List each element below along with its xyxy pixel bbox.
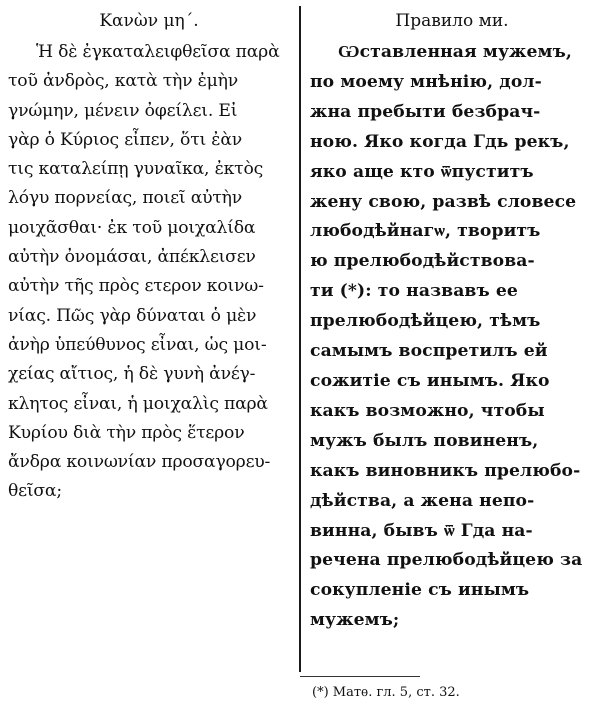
slavonic-text-line: какъ возможно, чтобы — [310, 400, 545, 421]
greek-text-line: γὰρ ὁ Κύριος εἶπεν, ὅτι ἐὰν — [8, 129, 242, 150]
slavonic-text-line: сожитіе съ инымъ. Яко — [310, 370, 550, 391]
greek-text-line: γνώμην, μένειν ὀφείλει. Εἰ — [8, 100, 238, 121]
slavonic-text-line: по моему мнѣнію, дол- — [310, 71, 542, 92]
footnote-rule — [300, 676, 420, 677]
slavonic-text-line: ною. Яко когда Гдь рекъ, — [310, 131, 570, 152]
slavonic-rule-heading: Правило ми. — [395, 11, 509, 31]
slavonic-text-line: дѣйства, а жена непо- — [310, 490, 535, 511]
slavonic-text-line: мужъ былъ повиненъ, — [310, 430, 539, 451]
greek-text-line: λόγυ πορνείας, ποιεῖ αὐτὴν — [8, 188, 243, 209]
slavonic-text-line: речена прелюбодѣйцею за — [310, 550, 583, 571]
slavonic-text-line: самымъ воспретилъ ей — [310, 341, 548, 362]
greek-text-line: Ἡ δὲ ἐγκαταλειφθεῖσα παρὰ — [36, 42, 280, 62]
greek-text-line: Κυρίου διὰ τὴν πρὸς ἕτερον — [8, 422, 245, 443]
greek-text-line: κλητος εἶναι, ἡ μοιχαλὶς παρὰ — [8, 393, 268, 414]
slavonic-text-line: жна пребыти безбрач- — [310, 101, 541, 122]
greek-text-line: αὐτὴν τῆς πρὸς ετερον κοινω- — [8, 276, 264, 297]
greek-canon-heading: Κανὼν μη΄. — [99, 11, 199, 31]
slavonic-text-line: какъ виновникъ прелюбо- — [310, 460, 581, 481]
slavonic-text-line: любодѣйнагѡ, творитъ — [310, 221, 541, 242]
slavonic-text-line: Ѡставленная мужемъ, — [338, 42, 572, 62]
greek-text-line: αὐτὴν ὀνομάσαι, ἀπέκλεισεν — [8, 247, 256, 268]
slavonic-text-line: ю прелюбодѣйствова- — [310, 251, 535, 272]
greek-text-line: τις καταλείπῃ γυναῖκα, ἐκτὸς — [8, 159, 264, 180]
slavonic-column — [310, 8, 594, 636]
greek-text-line: χείας αἴτιος, ἡ δὲ γυνὴ ἀνέγ- — [8, 364, 256, 385]
greek-text-line: νίας. Πῶς γὰρ δύναται ὁ μὲν — [8, 305, 257, 326]
slavonic-text-line: ти (*): то назвавъ ее — [310, 281, 518, 302]
slavonic-text-line: жену свою, развѣ словесе — [310, 191, 577, 212]
footnote-reference: (*) Матѳ. гл. 5, ст. 32. — [312, 685, 460, 700]
greek-text-line: θεῖσα; — [8, 481, 62, 502]
greek-column — [8, 8, 290, 507]
slavonic-text-line: яко аще кто ѿпуститъ — [310, 161, 534, 182]
greek-text-line: ἀνὴρ ὑπεύθυνος εἶναι, ὡς μοι- — [8, 334, 267, 355]
column-divider — [299, 6, 301, 672]
greek-text-line: τοῦ ἀνδρὸς, κατὰ τὴν ἐμὴν — [8, 71, 238, 92]
greek-text-line: μοιχᾶσθαι· ἐκ τοῦ μοιχαλίδα — [8, 217, 256, 238]
slavonic-text-line: мужемъ; — [310, 610, 400, 631]
slavonic-text-line: винна, бывъ ѿ Гда на- — [310, 520, 533, 541]
greek-text-line: ἄνδρα κοινωνίαν προσαγορευ- — [8, 452, 271, 473]
slavonic-text-line: прелюбодѣйцею, тѣмъ — [310, 311, 541, 332]
slavonic-text-line: сокупленіе съ инымъ — [310, 580, 530, 601]
